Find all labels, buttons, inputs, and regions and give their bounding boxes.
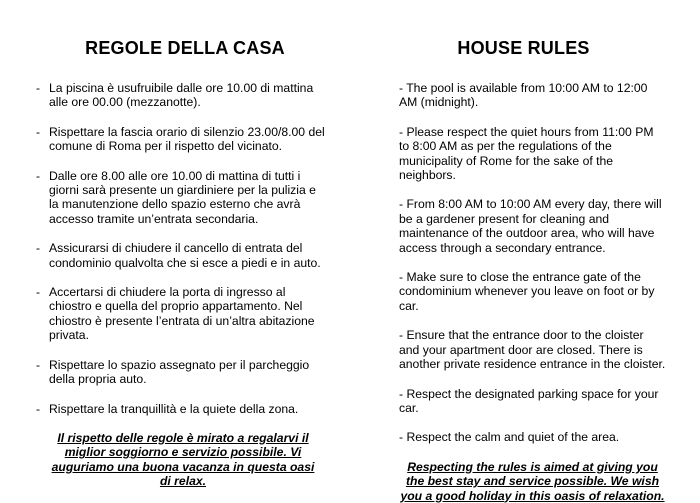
italian-rule-text: Assicurarsi di chiudere il cancello di entrata del condominio qualvolta che si esce a piedi e in auto. [49,241,321,270]
english-rule-item: - Please respect the quiet hours from 11:00 PM to 8:00 AM as per the regulations of the municipality of Rome for the sake of the neighbors. [399,124,654,183]
bullet-dash: - [36,168,41,183]
italian-rule-text: Rispettare la tranquillità e la quiete della zona. [49,401,299,416]
italian-rule-item [36,358,328,387]
italian-closing-note: Il rispetto delle regole è mirato a regalarvi il miglior soggiorno e servizio possibile. Vi auguriamo una buona vacanza in questa oasi di relax. [51,430,315,489]
italian-rules-list [36,81,328,416]
bullet-dash: - [36,81,41,95]
english-rule-item: - Respect the designated parking space for your car. [399,386,659,415]
italian-rule-item [36,125,328,154]
italian-title: REGOLE DELLA CASA [85,38,285,58]
bullet-dash: - [36,357,41,372]
italian-column [0,0,350,500]
italian-rule-item [36,402,328,416]
english-rules-list [399,81,666,445]
italian-rule-item [36,81,328,110]
italian-rule-item [36,285,328,343]
italian-rule-text: Rispettare la fascia orario di silenzio 23.00/8.00 del comune di Roma per il rispetto del vicinato. [49,124,325,154]
english-rule-item: - From 8:00 AM to 10:00 AM every day, there will be a gardener present for cleaning and maintenance of the outdoor area, who will have access through a secondary entrance. [399,197,662,255]
english-title: HOUSE RULES [457,38,590,58]
english-column [350,0,700,503]
italian-rule-item [36,241,328,270]
bullet-dash: - [36,401,41,416]
english-rule-item: - Respect the calm and quiet of the area. [399,430,620,445]
italian-rule-item [36,169,328,227]
bullet-dash: - [36,285,41,300]
bullet-dash: - [36,241,41,256]
italian-rule-text: Accertarsi di chiudere la porta di ingresso al chiostro e quella del proprio appartamento. Nel chiostro è presente l’entrata di un’altra abitazione privata. [49,285,315,343]
bullet-dash: - [36,124,41,139]
english-rule-item: - Ensure that the entrance door to the cloister and your apartment door are closed. There is another private residence entrance in the cloister. [399,328,666,372]
english-rule-item: - Make sure to close the entrance gate of the condominium whenever you leave on foot or by car. [399,270,655,313]
english-closing-note: Respecting the rules is aimed at giving you the best stay and service possible. We wish you a good holiday in this oasis of relaxation. [400,459,665,503]
english-rule-item: - The pool is available from 10:00 AM to 12:00 AM (midnight). [399,81,648,110]
italian-rule-text: Rispettare lo spazio assegnato per il parcheggio della propria auto. [49,357,310,387]
italian-rule-text: Dalle ore 8.00 alle ore 10.00 di mattina di tutti i giorni sarà presente un giardiniere per la pulizia e la manutenzione dello spazio esterno che avrà accesso tramite un’entrata secondaria. [49,168,316,226]
italian-rule-text: La piscina è usufruibile dalle ore 10.00 di mattina alle ore 00.00 (mezzanotte). [49,81,314,110]
